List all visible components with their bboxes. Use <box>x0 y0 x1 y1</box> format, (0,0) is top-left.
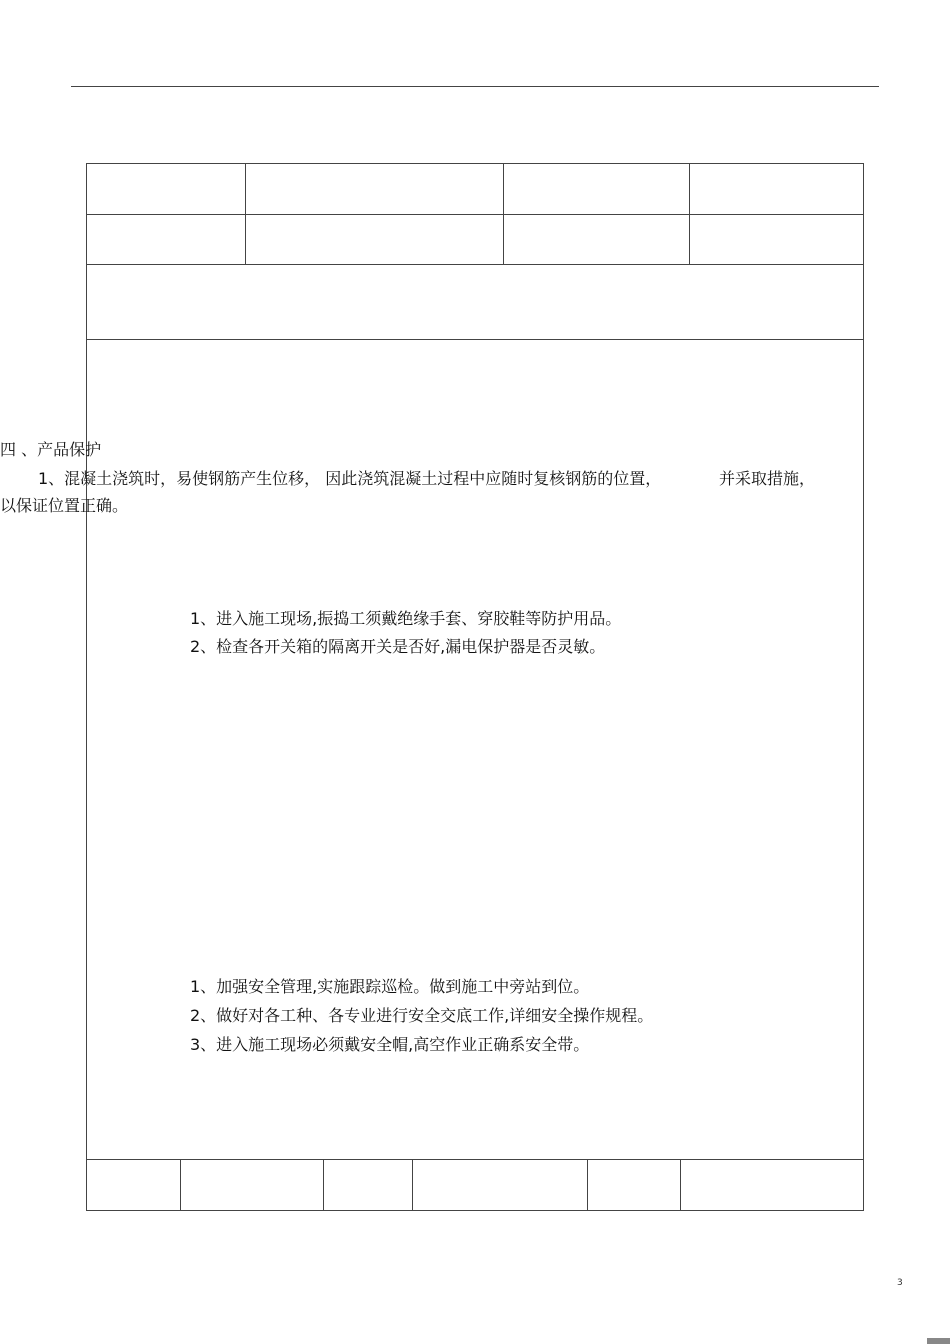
list-item: 3、进入施工现场必须戴安全帽,高空作业正确系安全带。 <box>190 1035 590 1054</box>
paragraph-line: 并采取措施， <box>719 469 816 488</box>
table-line <box>245 163 246 265</box>
table-line <box>86 339 864 340</box>
table-line <box>86 163 864 164</box>
table-line <box>587 1159 588 1211</box>
table-line <box>86 1210 864 1211</box>
header-rule <box>71 86 879 87</box>
table-line <box>863 163 864 1211</box>
table-line <box>412 1159 413 1211</box>
table-line <box>180 1159 181 1211</box>
corner-mark <box>927 1338 950 1344</box>
table-line <box>86 214 864 215</box>
section-heading: 四 、产品保护 <box>0 440 102 459</box>
paragraph-line: 以保证位置正确。 <box>0 496 129 515</box>
list-item: 2、检查各开关箱的隔离开关是否好,漏电保护器是否灵敏。 <box>190 637 606 656</box>
table-line <box>323 1159 324 1211</box>
table-line <box>503 163 504 265</box>
table-line <box>86 1159 864 1160</box>
list-item: 1、进入施工现场,振捣工须戴绝缘手套、穿胶鞋等防护用品。 <box>190 609 622 628</box>
paragraph-line: 1、混凝土浇筑时，易使钢筋产生位移， 因此浇筑混凝土过程中应随时复核钢筋的位置， <box>38 469 662 488</box>
table-line <box>680 1159 681 1211</box>
page-number: 3 <box>897 1278 903 1288</box>
table-line <box>86 264 864 265</box>
list-item: 1、加强安全管理,实施跟踪巡检。做到施工中旁站到位。 <box>190 977 590 996</box>
table-line <box>86 163 87 1211</box>
list-item: 2、做好对各工种、各专业进行安全交底工作,详细安全操作规程。 <box>190 1006 654 1025</box>
table-line <box>689 163 690 265</box>
